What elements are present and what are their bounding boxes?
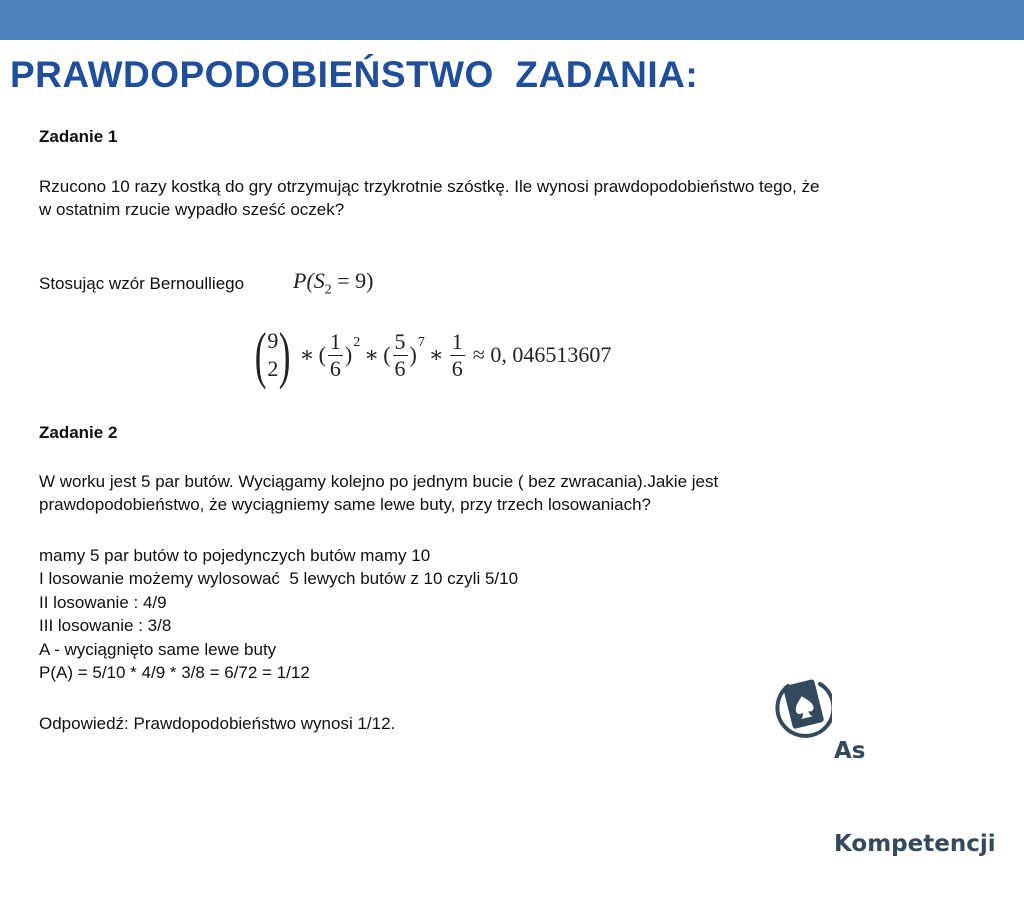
logo-line1: As — [834, 738, 866, 764]
fraction-1-6-b: $\frac{1}{6}$ — [451, 328, 463, 381]
slide-title: PRAWDOPODOBIEŃSTWO ZADANIA: — [10, 54, 699, 95]
task2-question-line2: prawdopodobieństwo, że wyciągniemy same lewe buty, przy trzech losowaniach? — [39, 495, 651, 514]
fraction-1-6: $\frac{1}{6}$ — [329, 328, 341, 381]
logo-line2: Kompetencji — [834, 831, 996, 857]
task1-question-line1: Rzucono 10 razy kostką do gry otrzymując trzykrotnie szóstkę. Ile wynosi prawdopodobieństwo tego, że — [39, 177, 820, 196]
as-kompetencji-logo — [768, 672, 1000, 857]
solution-line: mamy 5 par butów to pojedynczych butów mamy 10 — [39, 546, 431, 565]
final-answer: Odpowiedź: Prawdopodobieństwo wynosi 1/12. — [39, 714, 396, 733]
binomial-coefficient: ( 9 2 ) — [254, 319, 291, 390]
task1-question-line2: w ostatnim rzucie wypadło sześć oczek? — [39, 200, 345, 219]
formula-result: ≈ 0, 046513607 — [472, 342, 612, 367]
fraction-5-6: $\frac{5}{6}$ — [394, 328, 406, 381]
task2-question-line1: W worku jest 5 par butów. Wyciągamy kolejno po jednym bucie ( bez zwracania).Jakie jest — [39, 472, 719, 491]
solution-line: II losowanie : 4/9 — [39, 593, 167, 612]
solution-line: III losowanie : 3/8 — [39, 616, 172, 635]
bernoulli-formula: ( 9 2 ) ∗ ( $\frac{1}{6}$ ) 2 ∗ ( $\frac{5}{6}$ ) 7 ∗ $\frac{1}{6}$ ≈ 0, 046513607 — [250, 320, 611, 390]
task2-heading: Zadanie 2 — [39, 423, 118, 442]
solution-line: P(A) = 5/10 * 4/9 * 3/8 = 6/72 = 1/12 — [39, 663, 310, 682]
bernoulli-inline-formula: $P(S_2 = 9)$ — [293, 268, 374, 298]
task1-heading: Zadanie 1 — [39, 127, 118, 146]
solution-line: A - wyciągnięto same lewe buty — [39, 640, 277, 659]
task1-method: Stosując wzór Bernoulliego — [39, 274, 245, 293]
top-accent-bar — [0, 0, 1024, 40]
card-spade-icon — [768, 672, 832, 744]
solution-line: I losowanie możemy wylosować 5 lewych butów z 10 czyli 5/10 — [39, 569, 519, 588]
